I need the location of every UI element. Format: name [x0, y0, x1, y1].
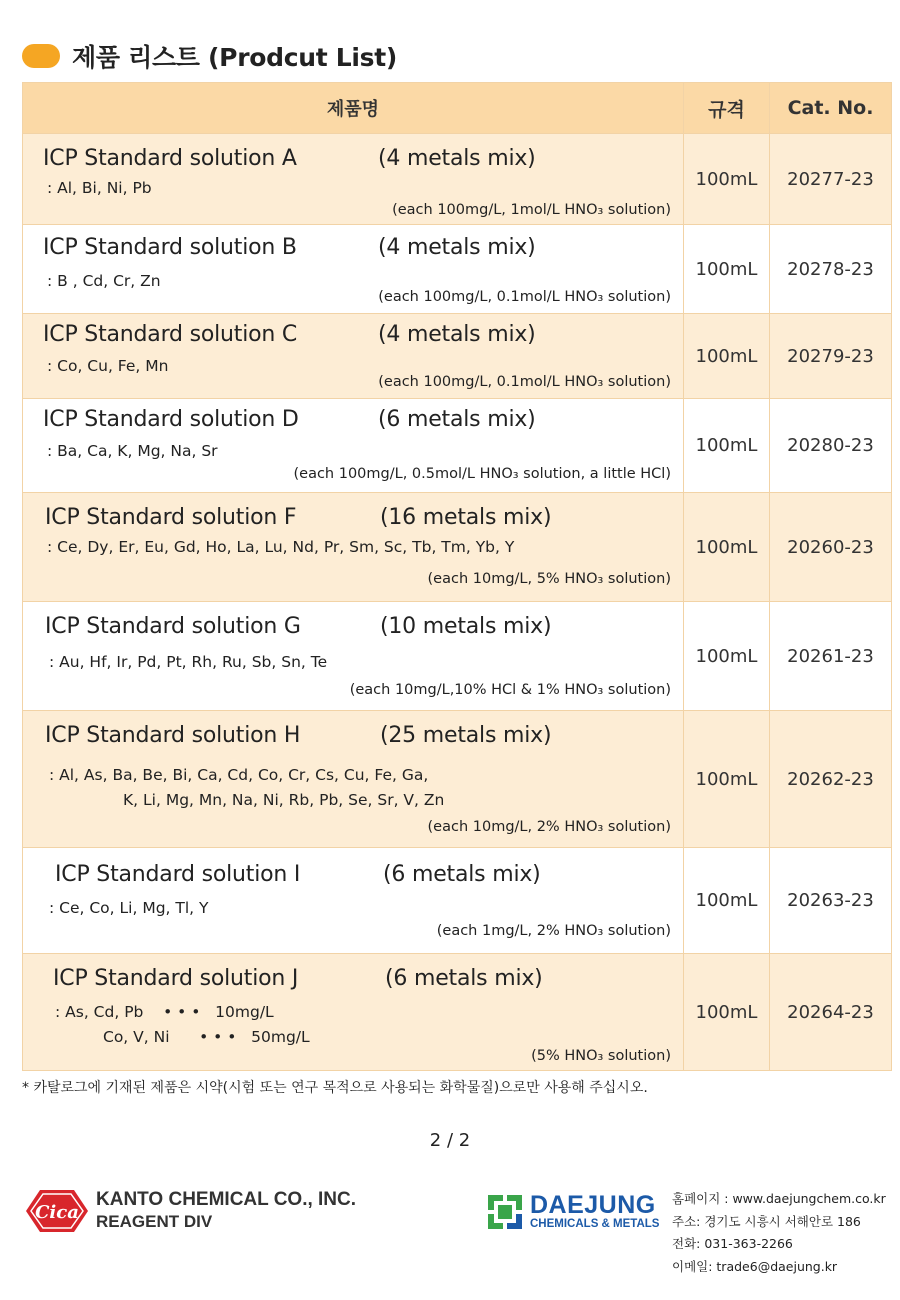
product-mix: (4 metals mix) [378, 322, 536, 347]
table-row [23, 493, 892, 602]
table-row [23, 399, 892, 493]
product-elements: Co, V, Ni • • • 50mg/L [103, 1028, 310, 1046]
section-title: 제품 리스트 (Prodcut List) [72, 43, 398, 72]
table-row [23, 225, 892, 314]
column-header-size: 규격 [684, 83, 770, 134]
product-name: ICP Standard solution A [43, 146, 297, 171]
product-elements: : Co, Cu, Fe, Mn [47, 357, 169, 375]
daejung-subtitle: CHEMICALS & METALS [530, 1218, 660, 1230]
product-elements: K, Li, Mg, Mn, Na, Ni, Rb, Pb, Se, Sr, V, Zn [123, 791, 445, 809]
size-cell: 100mL [684, 954, 770, 1071]
product-name: ICP Standard solution G [45, 614, 301, 639]
table-row [23, 954, 892, 1071]
size-cell: 100mL [684, 711, 770, 848]
cica-logo-text: Cica [35, 1202, 79, 1223]
column-header-cat: Cat. No. [770, 83, 892, 134]
cat-no-cell: 20262-23 [770, 711, 892, 848]
footnote: * 카탈로그에 기재된 제품은 시약(시험 또는 연구 목적으로 사용되는 화학물질)으로만 사용해 주십시오. [22, 1080, 648, 1096]
product-mix: (6 metals mix) [383, 862, 541, 887]
column-header-name: 제품명 [23, 83, 684, 134]
cat-no-cell: 20279-23 [770, 314, 892, 399]
cat-no-cell: 20261-23 [770, 602, 892, 711]
size-cell: 100mL [684, 134, 770, 225]
product-elements: : Ba, Ca, K, Mg, Na, Sr [47, 442, 218, 460]
table-row [23, 711, 892, 848]
contact-address: 주소: 경기도 시흥시 서해안로 186 [672, 1213, 861, 1229]
product-cell [23, 711, 684, 848]
product-cell [23, 134, 684, 225]
product-name: ICP Standard solution I [55, 862, 301, 887]
product-name: ICP Standard solution F [45, 505, 297, 530]
size-cell: 100mL [684, 848, 770, 954]
cat-no-cell: 20264-23 [770, 954, 892, 1071]
cat-no-cell: 20277-23 [770, 134, 892, 225]
cat-no-cell: 20278-23 [770, 225, 892, 314]
size-cell: 100mL [684, 225, 770, 314]
product-elements: : Al, As, Ba, Be, Bi, Ca, Cd, Co, Cr, Cs, Cu, Fe, Ga, [49, 766, 429, 784]
table-row [23, 602, 892, 711]
product-cell [23, 848, 684, 954]
kanto-division: REAGENT DIV [96, 1212, 213, 1231]
kanto-brand [24, 1188, 356, 1234]
product-mix: (25 metals mix) [380, 723, 552, 748]
table-header-row [23, 83, 892, 134]
contact-email: 이메일: trade6@daejung.kr [672, 1258, 838, 1274]
cat-no-cell: 20260-23 [770, 493, 892, 602]
product-mix: (16 metals mix) [380, 505, 552, 530]
product-name: ICP Standard solution C [43, 322, 298, 347]
contact-homepage: 홈페이지 : www.daejungchem.co.kr [672, 1191, 886, 1206]
product-note: (each 1mg/L, 2% HNO₃ solution) [436, 923, 671, 939]
page-number: 2 / 2 [429, 1130, 471, 1151]
section-header [22, 36, 397, 76]
daejung-name: DAEJUNG [530, 1191, 656, 1219]
product-elements: : Ce, Dy, Er, Eu, Gd, Ho, La, Lu, Nd, Pr, Sm, Sc, Tb, Tm, Yb, Y [47, 538, 515, 556]
product-cell [23, 602, 684, 711]
cat-no-cell: 20280-23 [770, 399, 892, 493]
kanto-company-name: KANTO CHEMICAL CO., INC. [96, 1189, 357, 1210]
product-mix: (10 metals mix) [380, 614, 552, 639]
product-mix: (4 metals mix) [378, 146, 536, 171]
product-note: (each 100mg/L, 0.1mol/L HNO₃ solution) [378, 289, 671, 305]
product-name: ICP Standard solution B [43, 235, 297, 260]
product-elements: : Au, Hf, Ir, Pd, Pt, Rh, Ru, Sb, Sn, Te [49, 653, 328, 671]
product-elements: : Ce, Co, Li, Mg, Tl, Y [49, 899, 209, 917]
product-note: (5% HNO₃ solution) [531, 1048, 671, 1064]
product-cell [23, 314, 684, 399]
table-row [23, 314, 892, 399]
daejung-brand [486, 1193, 659, 1231]
product-elements: : Al, Bi, Ni, Pb [47, 179, 152, 197]
size-cell: 100mL [684, 314, 770, 399]
product-elements: : B , Cd, Cr, Zn [47, 272, 161, 290]
product-name: ICP Standard solution J [53, 966, 299, 991]
product-note: (each 100mg/L, 0.5mol/L HNO₃ solution, a little HCl) [293, 466, 671, 482]
size-cell: 100mL [684, 399, 770, 493]
table-row [23, 134, 892, 225]
orange-pill-icon [22, 44, 60, 68]
product-table [22, 82, 892, 1071]
contact-phone: 전화: 031-363-2266 [672, 1236, 793, 1251]
size-cell: 100mL [684, 493, 770, 602]
daejung-logo-icon [486, 1193, 524, 1231]
product-note: (each 10mg/L,10% HCl & 1% HNO₃ solution) [349, 682, 671, 698]
product-elements: : As, Cd, Pb • • • 10mg/L [55, 1003, 274, 1021]
product-note: (each 10mg/L, 5% HNO₃ solution) [427, 571, 671, 587]
product-mix: (6 metals mix) [385, 966, 543, 991]
product-name: ICP Standard solution D [43, 407, 299, 432]
product-note: (each 100mg/L, 1mol/L HNO₃ solution) [392, 202, 671, 218]
product-mix: (4 metals mix) [378, 235, 536, 260]
product-note: (each 10mg/L, 2% HNO₃ solution) [427, 819, 671, 835]
product-cell [23, 493, 684, 602]
cat-no-cell: 20263-23 [770, 848, 892, 954]
product-name: ICP Standard solution H [45, 723, 301, 748]
product-cell [23, 399, 684, 493]
table-row [23, 848, 892, 954]
product-cell [23, 954, 684, 1071]
product-cell [23, 225, 684, 314]
size-cell: 100mL [684, 602, 770, 711]
contact-info [672, 1188, 886, 1278]
cica-logo-icon [24, 1188, 90, 1234]
product-note: (each 100mg/L, 0.1mol/L HNO₃ solution) [378, 374, 671, 390]
product-mix: (6 metals mix) [378, 407, 536, 432]
